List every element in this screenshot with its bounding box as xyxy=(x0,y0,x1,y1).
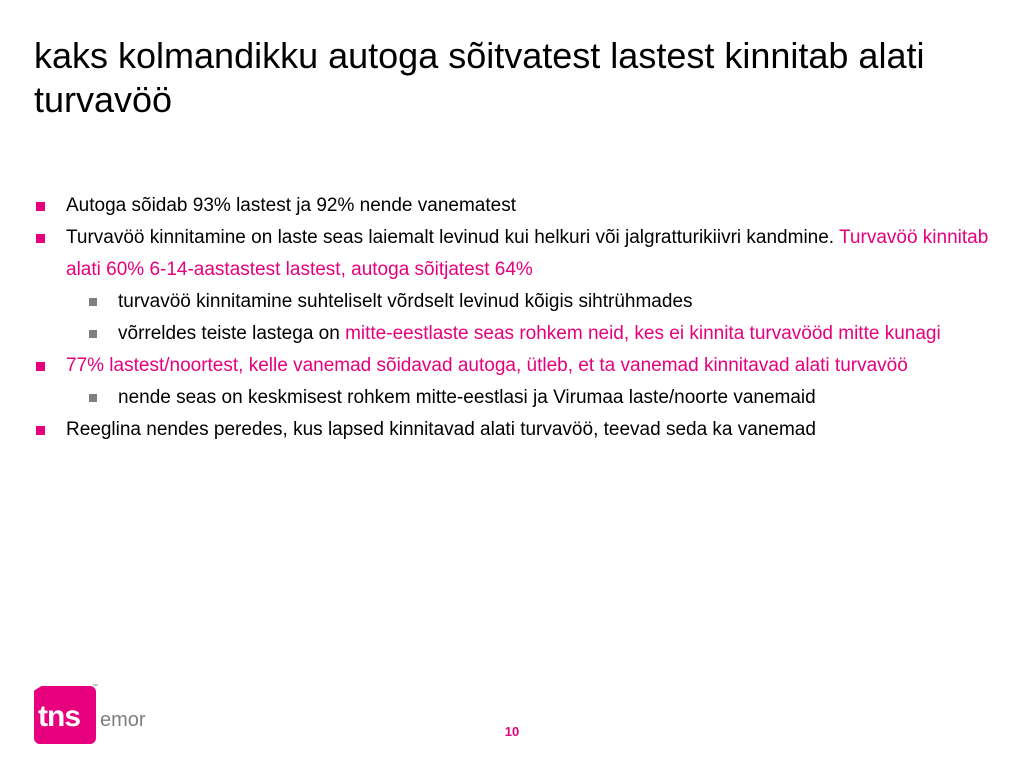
bullet-square-icon xyxy=(36,202,45,211)
tns-emor-logo xyxy=(34,686,154,746)
bullet-square-icon xyxy=(36,362,45,371)
bullet-item xyxy=(34,190,994,222)
bullet-text: nende seas on keskmisest rohkem mitte-eestlasi ja Virumaa laste/noorte vanemaid xyxy=(118,387,816,408)
logo-emor-text: emor xyxy=(100,709,146,731)
bullet-text: võrreldes teiste lastega on xyxy=(118,323,346,344)
sub-bullet-square-icon xyxy=(89,394,97,402)
bullet-square-icon xyxy=(36,426,45,435)
bullet-text: Reeglina nendes peredes, kus lapsed kinnitavad alati turvavöö, teevad seda ka vanemad xyxy=(66,419,816,440)
bullet-text-highlight: mitte-eestlaste seas rohkem neid, kes ei kinnita turvavööd mitte kunagi xyxy=(345,323,941,344)
bullet-text-highlight: Turvavöö kinnitab alati 60% 6-14-aastastest lastest, autoga sõitjatest 64% xyxy=(66,227,989,280)
page-number: 10 xyxy=(504,724,520,739)
bullet-item xyxy=(34,414,994,446)
bullet-item xyxy=(34,350,994,382)
bullet-text: turvavöö kinnitamine suhteliselt võrdselt levinud kõigis sihtrühmades xyxy=(118,291,693,312)
logo-trademark: ™ xyxy=(92,684,98,690)
bullet-text: Autoga sõidab 93% lastest ja 92% nende vanematest xyxy=(66,195,516,216)
bullet-item xyxy=(34,222,994,286)
sub-bullet-item xyxy=(34,382,994,414)
sub-bullet-square-icon xyxy=(89,330,97,338)
sub-bullet-square-icon xyxy=(89,298,97,306)
slide-title: kaks kolmandikku autoga sõitvatest lastest kinnitab alati turvavöö xyxy=(34,35,925,120)
sub-bullet-item xyxy=(34,286,994,318)
sub-bullet-item xyxy=(34,318,994,350)
bullet-text: Turvavöö kinnitamine on laste seas laiemalt levinud kui helkuri või jalgratturikiivri kandmine. xyxy=(66,227,840,248)
logo-tns-text: tns xyxy=(38,700,80,733)
bullet-list xyxy=(34,190,994,446)
bullet-text-highlight: 77% lastest/noortest, kelle vanemad sõidavad autoga, ütleb, et ta vanemad kinnitavad alati turvavöö xyxy=(66,355,908,376)
bullet-square-icon xyxy=(36,234,45,243)
